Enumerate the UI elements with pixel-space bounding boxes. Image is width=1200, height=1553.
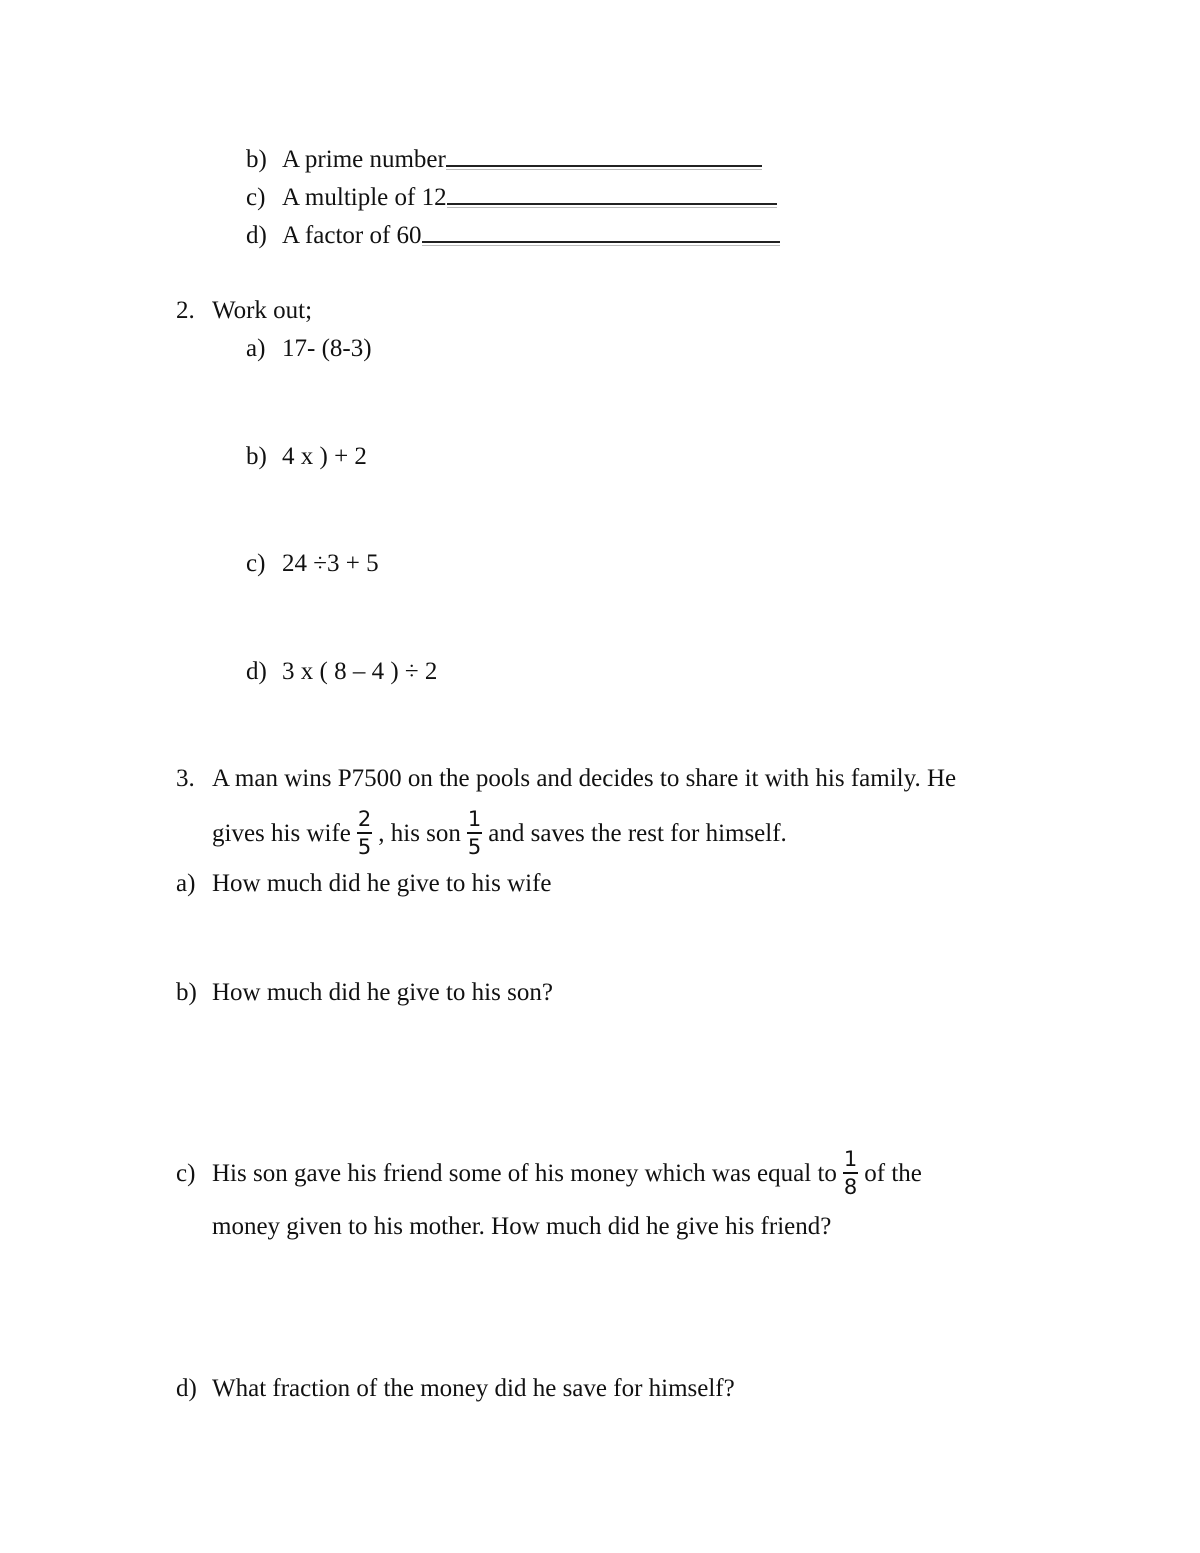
q1-item-c <box>246 181 777 213</box>
q3-part-d <box>176 1374 735 1404</box>
q3-line-1 <box>176 764 956 794</box>
item-text: A multiple of 12 <box>282 184 447 211</box>
item-text: A prime number <box>282 146 446 173</box>
friend-fraction <box>843 1148 858 1198</box>
item-text: 3 x ( 8 – 4 ) ÷ 2 <box>282 658 438 685</box>
item-label: b) <box>246 146 267 173</box>
item-label: c) <box>246 184 266 211</box>
item-text: What fraction of the money did he save for himself? <box>212 1375 735 1402</box>
item-text: of the <box>864 1160 922 1187</box>
item-text: money given to his mother. How much did he give his friend? <box>212 1213 832 1240</box>
item-label: b) <box>176 979 197 1006</box>
answer-blank[interactable] <box>447 181 777 205</box>
answer-blank[interactable] <box>446 143 762 167</box>
fraction-denominator: 5 <box>357 835 372 860</box>
item-label: a) <box>176 870 196 897</box>
item-label: d) <box>176 1375 197 1402</box>
q2-heading <box>176 296 312 326</box>
item-label: d) <box>246 658 267 685</box>
item-label: a) <box>246 335 266 362</box>
item-label: c) <box>246 550 266 577</box>
item-text: How much did he give to his son? <box>212 979 553 1006</box>
fraction-numerator: 1 <box>467 807 482 832</box>
q2-item-b <box>246 442 367 472</box>
q3-part-a <box>176 869 552 899</box>
q3-line-2 <box>212 805 787 863</box>
q2-item-d <box>246 657 437 687</box>
q3-part-b <box>176 978 553 1008</box>
fraction-bar <box>843 1172 858 1174</box>
question-text: A man wins P7500 on the pools and decides to share it with his family. He <box>212 765 957 792</box>
fraction-denominator: 5 <box>467 835 482 860</box>
item-text: 4 x ) + 2 <box>282 443 367 470</box>
fraction-numerator: 2 <box>357 807 372 832</box>
item-text: 24 ÷3 + 5 <box>282 550 379 577</box>
question-text: gives his wife <box>212 820 351 847</box>
fraction-denominator: 8 <box>843 1175 858 1200</box>
item-text: How much did he give to his wife <box>212 870 552 897</box>
q3-part-c-line-2 <box>212 1212 831 1242</box>
answer-blank[interactable] <box>422 219 780 243</box>
q1-item-d <box>246 219 780 251</box>
question-text: Work out; <box>212 297 313 324</box>
item-label: d) <box>246 222 267 249</box>
item-label: c) <box>176 1160 196 1187</box>
fraction-bar <box>467 832 482 834</box>
item-text: His son gave his friend some of his money which was equal to <box>212 1160 837 1187</box>
wife-fraction <box>357 808 372 858</box>
fraction-bar <box>357 832 372 834</box>
son-fraction <box>467 808 482 858</box>
q2-item-a <box>246 334 372 364</box>
item-text: 17- (8-3) <box>282 335 372 362</box>
question-text: , his son <box>378 820 461 847</box>
question-text: and saves the rest for himself. <box>488 820 787 847</box>
question-number: 3. <box>176 765 195 792</box>
item-label: b) <box>246 443 267 470</box>
q3-part-c-line-1 <box>176 1145 922 1203</box>
item-text: A factor of 60 <box>282 222 422 249</box>
fraction-numerator: 1 <box>843 1147 858 1172</box>
question-number: 2. <box>176 297 195 324</box>
q1-item-b <box>246 143 762 175</box>
q2-item-c <box>246 549 379 579</box>
